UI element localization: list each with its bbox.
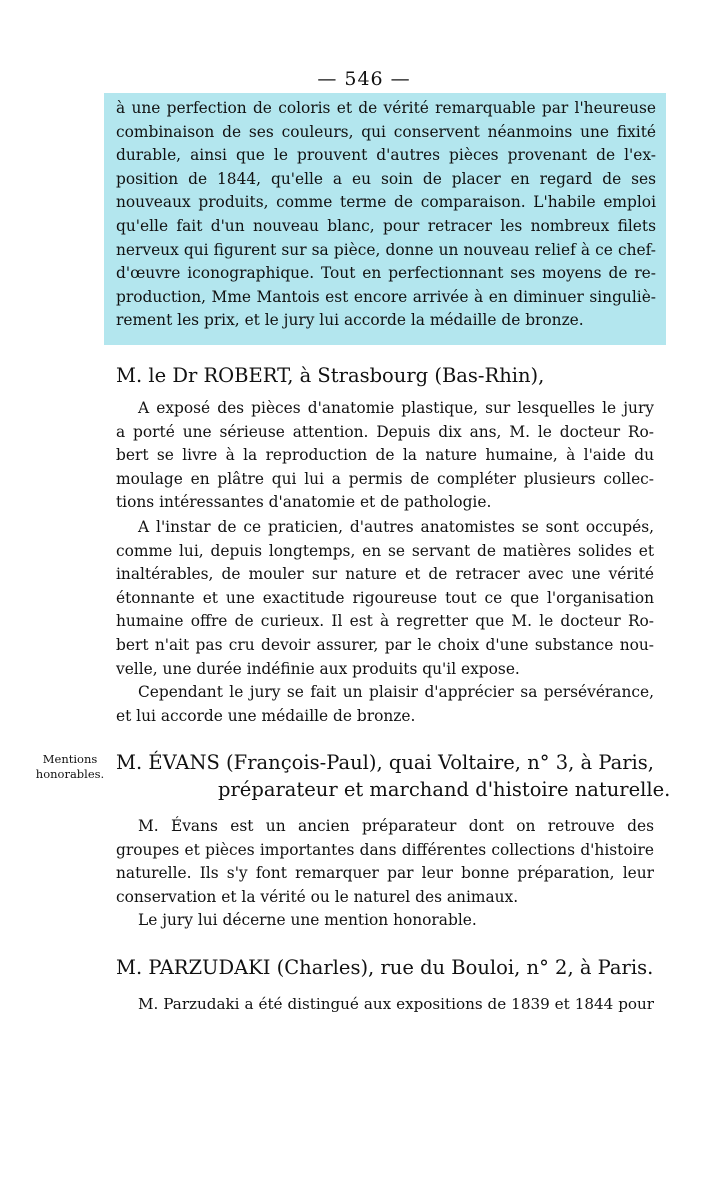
text-line: production, Mme Mantois est encore arrivée à en diminuer singuliè-: [116, 287, 656, 306]
text-line: nerveux qui figurent sur sa pièce, donne un nouveau relief à ce chef-: [116, 240, 656, 259]
margin-note: [30, 752, 110, 782]
paragraph-evans-1: [116, 815, 654, 909]
margin-note-line: Mentions: [42, 752, 98, 766]
text-line: combinaison de ses couleurs, qui conservent néanmoins une fixité: [116, 122, 656, 141]
text-line: comme lui, depuis longtemps, en se servant de matières solides et: [116, 541, 654, 560]
section-heading-evans: M. ÉVANS (François-Paul), quai Voltaire, n° 3, à Paris,: [116, 751, 654, 774]
text-line: A exposé des pièces d'anatomie plastique, sur lesquelles le jury: [138, 399, 654, 417]
paragraph-mantois: [116, 97, 656, 333]
paragraph-parzudaki-1: [116, 993, 654, 1017]
text-line: a porté une sérieuse attention. Depuis dix ans, M. le docteur Ro-: [116, 422, 654, 441]
text-line: humaine offre de curieux. Il est à regretter que M. le docteur Ro-: [116, 612, 654, 631]
text-line: moulage en plâtre qui lui a permis de compléter plusieurs collec-: [116, 469, 654, 488]
section-heading-robert: M. le Dr ROBERT, à Strasbourg (Bas-Rhin),: [116, 364, 545, 387]
text-line: d'œuvre iconographique. Tout en perfectionnant ses moyens de re-: [116, 264, 656, 283]
text-line: rement les prix, et le jury lui accorde la médaille de bronze.: [116, 311, 584, 330]
section-heading-parzudaki: M. PARZUDAKI (Charles), rue du Bouloi, n° 2, à Paris.: [116, 956, 654, 979]
paragraph-robert-3: [116, 681, 654, 728]
text-line: tions intéressantes d'anatomie et de pathologie.: [116, 493, 492, 512]
text-line: à une perfection de coloris et de vérité remarquable par l'heureuse: [116, 99, 656, 117]
text-line: M. Parzudaki a été distingué aux expositions de 1839 et 1844 pour: [138, 995, 654, 1013]
text-line: nouveaux produits, comme terme de comparaison. L'habile emploi: [116, 193, 656, 212]
text-line: bert se livre à la reproduction de la nature humaine, à l'aide du: [116, 446, 654, 465]
text-line: position de 1844, qu'elle a eu soin de placer en regard de ses: [116, 169, 656, 188]
paragraph-evans-2: [116, 909, 654, 933]
text-line: velle, une durée indéfinie aux produits qu'il expose.: [116, 659, 520, 678]
page-number: — 546 —: [317, 68, 411, 90]
paragraph-robert-1: [116, 397, 654, 515]
paragraph-robert-2: [116, 516, 654, 681]
text-line: inaltérables, de mouler sur nature et de retracer avec une vérité: [116, 565, 654, 584]
text-line: naturelle. Ils s'y font remarquer par leur bonne préparation, leur: [116, 864, 654, 883]
text-line: A l'instar de ce praticien, d'autres anatomistes se sont occupés,: [138, 518, 654, 536]
text-line: conservation et la vérité ou le naturel des animaux.: [116, 887, 519, 906]
text-line: et lui accorde une médaille de bronze.: [116, 706, 416, 725]
text-line: Le jury lui décerne une mention honorable.: [138, 911, 477, 929]
text-line: bert n'ait pas cru devoir assurer, par le choix d'une substance nou-: [116, 635, 654, 654]
margin-note-line: honorables.: [35, 767, 105, 781]
text-line: étonnante et une exactitude rigoureuse tout ce que l'organisation: [116, 588, 654, 607]
section-subheading-evans: préparateur et marchand d'histoire naturelle.: [218, 778, 671, 801]
text-line: M. Évans est un ancien préparateur dont on retrouve des: [138, 817, 654, 835]
text-line: Cependant le jury se fait un plaisir d'apprécier sa persévérance,: [138, 683, 654, 701]
text-line: groupes et pièces importantes dans différentes collections d'histoire: [116, 840, 654, 859]
text-line: durable, ainsi que le prouvent d'autres pièces provenant de l'ex-: [116, 146, 656, 165]
text-line: qu'elle fait d'un nouveau blanc, pour retracer les nombreux filets: [116, 216, 656, 235]
